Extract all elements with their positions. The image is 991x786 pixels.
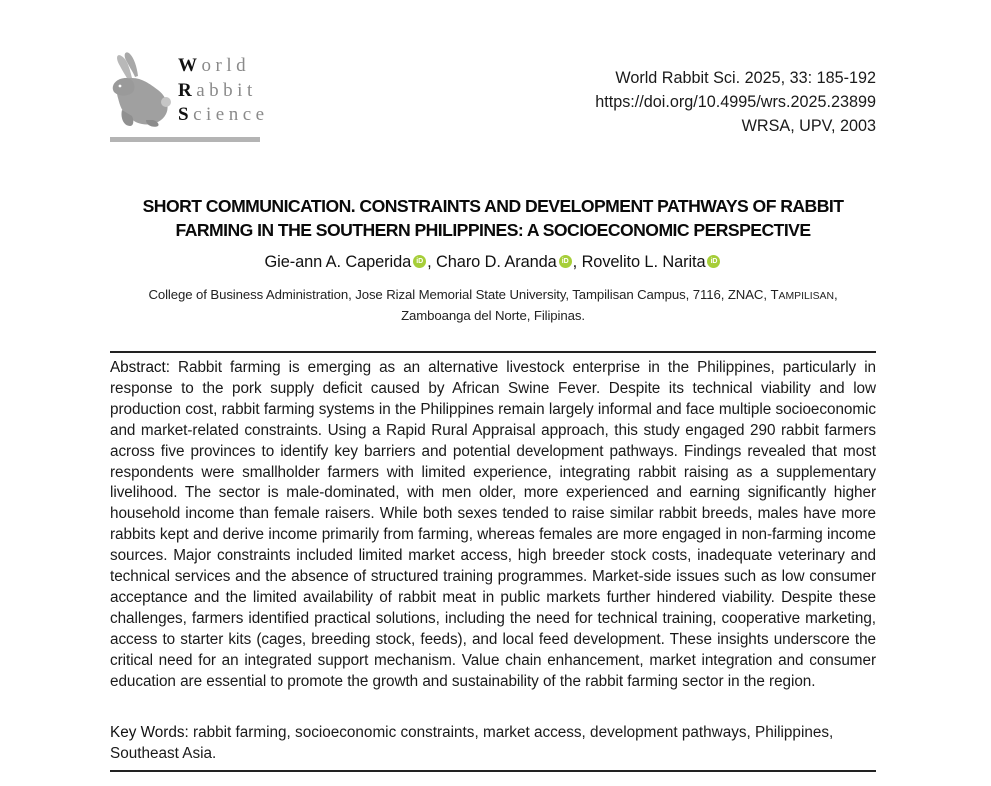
doi-link[interactable]: https://doi.org/10.4995/wrs.2025.23899 [595,93,876,111]
citation-block [595,66,876,138]
author-name: Rovelito L. Narita [581,253,706,271]
logo-word-2: Rabbit [178,79,257,101]
logo-wordmark [178,54,269,128]
top-rule [110,351,876,353]
author-separator: , [427,253,437,271]
affiliation-smallcaps: TAMPILISAN [770,287,834,302]
journal-logo [108,50,269,145]
affiliation-line-2: Zamboanga del Norte, Filipinas. [401,308,585,323]
author-list [120,251,866,273]
author-separator: , [572,253,582,271]
bottom-rule [110,770,876,772]
abstract-label: Abstract: [110,359,170,376]
author-name: Gie-ann A. Caperida [264,253,412,271]
journal-citation: World Rabbit Sci. 2025, 33: 185-192 [615,69,876,87]
keywords [110,723,876,765]
logo-underline [110,137,260,142]
orcid-icon[interactable]: iD [559,255,572,268]
author-name: Charo D. Aranda [436,253,557,271]
logo-word-1: World [178,55,251,76]
article-title: SHORT COMMUNICATION. CONSTRAINTS AND DEVELOPMENT PATHWAYS OF RABBIT FARMING IN THE SOUTHERN PHILIPPINES: A SOCIOECONOMIC PERSPECTIVE [142,196,844,240]
affiliation [120,285,866,325]
logo-word-3: Science [178,104,269,125]
keywords-label: Key Words: [110,724,189,741]
keywords-text: rabbit farming, socioeconomic constraints, market access, development pathways, Philippines, Southeast Asia. [110,724,834,762]
rabbit-logo-icon [108,50,174,130]
abstract-text: Rabbit farming is emerging as an alternative livestock enterprise in the Philippines, particularly in response to the pork supply deficit caused by African Swine Fever. Despite its technical viability and low production cost, rabbit farming systems in the Philippines remain largely informal and face multiple socioeconomic and market-related constraints. Using a Rapid Rural Appraisal approach, this study engaged 290 rabbit farmers across five provinces to identify key barriers and potential development pathways. Findings revealed that most respondents were smallholder farmers with limited experience, integrating rabbit raising as a supplementary livelihood. The sector is male-dominated, with men older, more experienced and earning significantly higher household income than female raisers. While both sexes tended to raise similar rabbit breeds, males have more rabbits kept and derive income primarily from farming, whereas females are more engaged in non-farming income sources. Major constraints included limited market access, high breeder stock costs, inadequate veterinary and technical services and the absence of structured training programmes. Market-side issues such as low consumer acceptance and the limited availability of rabbit meat in public markets further hindered viability. Despite these challenges, farmers identified practical solutions, including the need for technical training, cooperative marketing, access to starter kits (cages, breeding stock, feeds), and local feed development. These insights underscore the critical need for an integrated support mechanism. Value chain enhancement, market integration and consumer education are essential to promote the growth and sustainability of the rabbit farming sector in the region. [110,359,877,690]
orcid-icon[interactable]: iD [413,255,426,268]
publisher-line: WRSA, UPV, 2003 [741,117,876,135]
abstract [110,358,876,693]
orcid-icon[interactable]: iD [707,255,720,268]
affiliation-line-1: College of Business Administration, Jose Rizal Memorial State University, Tampilisan Campus, 7116, ZNAC, TAMPILISAN, [148,287,838,302]
